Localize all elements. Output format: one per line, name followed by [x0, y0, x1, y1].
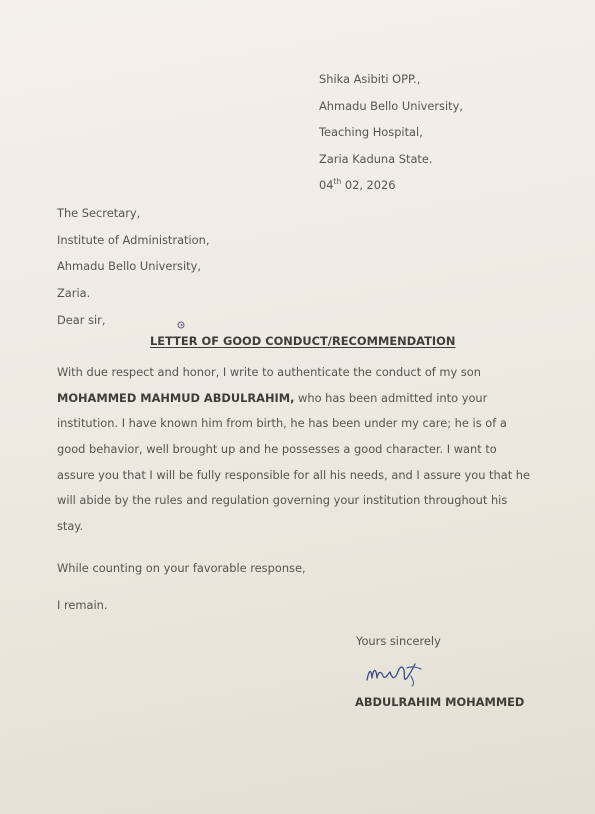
pen-mark-icon — [176, 320, 186, 330]
recipient-address-line: The Secretary, — [57, 206, 141, 220]
sender-address-line: Teaching Hospital, — [319, 125, 423, 140]
student-name: MOHAMMED MAHMUD ABDULRAHIM, — [57, 390, 295, 405]
recipient-address-line: Institute of Administration, — [57, 232, 210, 247]
salutation: Dear sir, — [57, 313, 106, 327]
sender-address-line: Shika Asibiti OPP., — [319, 72, 421, 86]
date-suffix: th — [333, 177, 342, 187]
letter-body — [57, 360, 537, 540]
sender-address-line: Ahmadu Bello University, — [319, 98, 463, 113]
sender-address-line: Zaria Kaduna State. — [319, 151, 433, 166]
body-line: institution. I have known him from birth, he has been under my care; he is of a — [57, 416, 507, 431]
signature-icon — [363, 656, 433, 690]
yours-sincerely: Yours sincerely — [356, 634, 441, 648]
body-line — [57, 386, 537, 412]
letter-date — [319, 172, 463, 199]
body-line: With due respect and honor, I write to authenticate the conduct of my son — [57, 365, 481, 379]
body-line: assure you that I will be fully responsible for all his needs, and I assure you that he — [57, 467, 531, 482]
recipient-address — [57, 200, 210, 306]
date-rest: 02, 2026 — [341, 178, 396, 193]
body-line-text: who has been admitted into your — [294, 390, 488, 405]
closing-line: While counting on your favorable response, — [57, 561, 306, 575]
recipient-address-line: Zaria. — [57, 285, 91, 300]
date-day: 04 — [319, 178, 334, 193]
letter-heading: LETTER OF GOOD CONDUCT/RECOMMENDATION — [150, 334, 456, 348]
signer-name: ABDULRAHIM MOHAMMED — [355, 695, 525, 709]
sender-address — [319, 66, 463, 199]
body-line: will abide by the rules and regulation governing your institution throughout his — [57, 493, 508, 508]
body-line: good behavior, well brought up and he possesses a good character. I want to — [57, 442, 497, 457]
remain-line: I remain. — [57, 598, 108, 612]
recipient-address-line: Ahmadu Bello University, — [57, 259, 201, 274]
body-line: stay. — [57, 519, 84, 534]
